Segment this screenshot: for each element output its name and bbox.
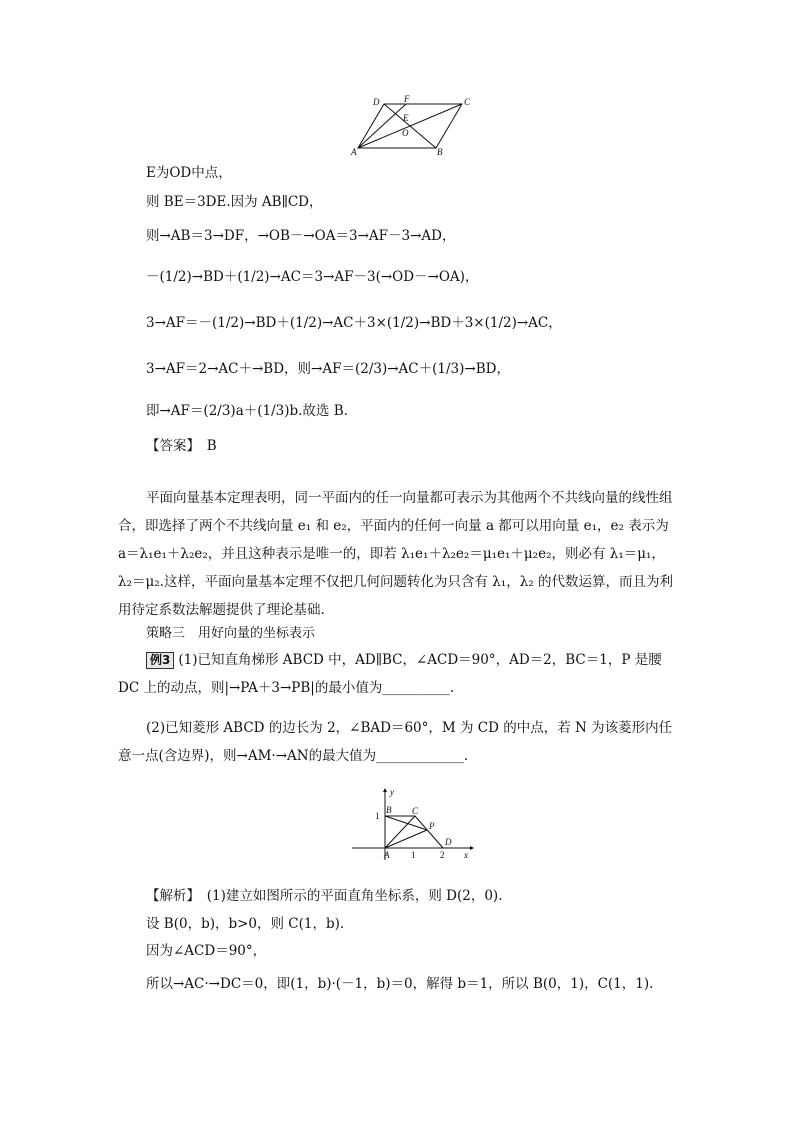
solution-line-1: E为OD中点， xyxy=(146,165,232,181)
answer: 【答案】 B xyxy=(146,438,217,454)
solution-line-2: 则 BE＝3DE.因为 AB∥CD， xyxy=(146,194,323,210)
label-D2: D xyxy=(445,837,452,847)
label-B: B xyxy=(437,147,443,156)
solution-line-6: 3→AF＝2→AC＋→BD，则→AF＝(2/3)→AC＋(1/3)→BD， xyxy=(146,361,510,377)
example-p1-text: (1)已知直角梯形 ABCD 中，AD∥BC，∠ACD＝90°，AD＝2，BC＝1，P 是腰 DC 上的动点，则|→PA＋3→PB|的最小值为__________. xyxy=(118,652,662,696)
coordinate-figure xyxy=(350,786,475,862)
label-E: E xyxy=(403,113,409,123)
label-P: P xyxy=(429,821,435,831)
label-F: F xyxy=(404,94,410,104)
axis-x-label: x xyxy=(464,850,468,860)
label-A2: A xyxy=(384,850,390,860)
analysis-line-4: 所以→AC·→DC＝0，即(1，b)·(－1，b)＝0，解得 b＝1，所以 B(0，1)，C(1，1). xyxy=(146,976,654,992)
solution-line-3: 则→AB＝3→DF，→OB－→OA＝3→AF－3→AD， xyxy=(146,228,456,244)
solution-line-4: －(1/2)→BD＋(1/2)→AC＝3→AF－3(→OD－→OA)， xyxy=(146,269,479,285)
analysis-line-3: 因为∠ACD＝90°， xyxy=(146,943,267,959)
example-3-part-1 xyxy=(118,646,678,702)
theorem-paragraph: 平面向量基本定理表明，同一平面内的任一向量都可表示为其他两个不共线向量的线性组合，即选择了两个不共线向量 e₁ 和 e₂，平面内的任何一向量 a 都可以用向量 e₁，e₂ 表示为 a＝λ₁e₁＋λ₂e₂，并且这种表示是唯一的，即若 λ₁e₁＋λ₂e₂＝μ₁e₁＋μ₂e₂，则必有 λ₁＝μ₁，λ₂＝μ₂.这样，平面向量基本定理不仅把几何问题转化为只含有 λ₁，λ₂ 的代数运算，而且为利用待定系数法解题提供了理论基础. xyxy=(118,490,673,618)
label-A: A xyxy=(351,147,357,156)
strategy-heading: 策略三 用好向量的坐标表示 xyxy=(146,626,316,641)
label-C: C xyxy=(464,97,471,107)
example-3-part-2: (2)已知菱形 ABCD 的边长为 2，∠BAD＝60°，M 为 CD 的中点，若 N 为该菱形内任意一点(含边界)，则→AM·→AN的最大值为_____________. xyxy=(118,720,673,764)
analysis-line-2: 设 B(0，b)，b>0，则 C(1，b). xyxy=(146,916,345,932)
solution-line-5: 3→AF＝－(1/2)→BD＋(1/2)→AC＋3×(1/2)→BD＋3×(1/2)→AC， xyxy=(146,315,562,331)
analysis-line-1: 【解析】 (1)建立如图所示的平面直角坐标系，则 D(2，0). xyxy=(146,888,503,904)
label-C2: C xyxy=(412,806,419,816)
tick-y-1: 1 xyxy=(375,811,380,821)
label-B2: B xyxy=(386,805,392,815)
axis-y-label: y xyxy=(390,787,394,797)
parallelogram-figure xyxy=(348,94,478,156)
label-D: D xyxy=(373,97,380,107)
solution-line-7: 即→AF＝(2/3)a＋(1/3)b.故选 B. xyxy=(146,403,348,419)
label-O: O xyxy=(402,128,409,138)
example-label: 例3 xyxy=(146,652,174,669)
tick-x-2: 2 xyxy=(440,850,445,860)
tick-x-1: 1 xyxy=(411,850,416,860)
